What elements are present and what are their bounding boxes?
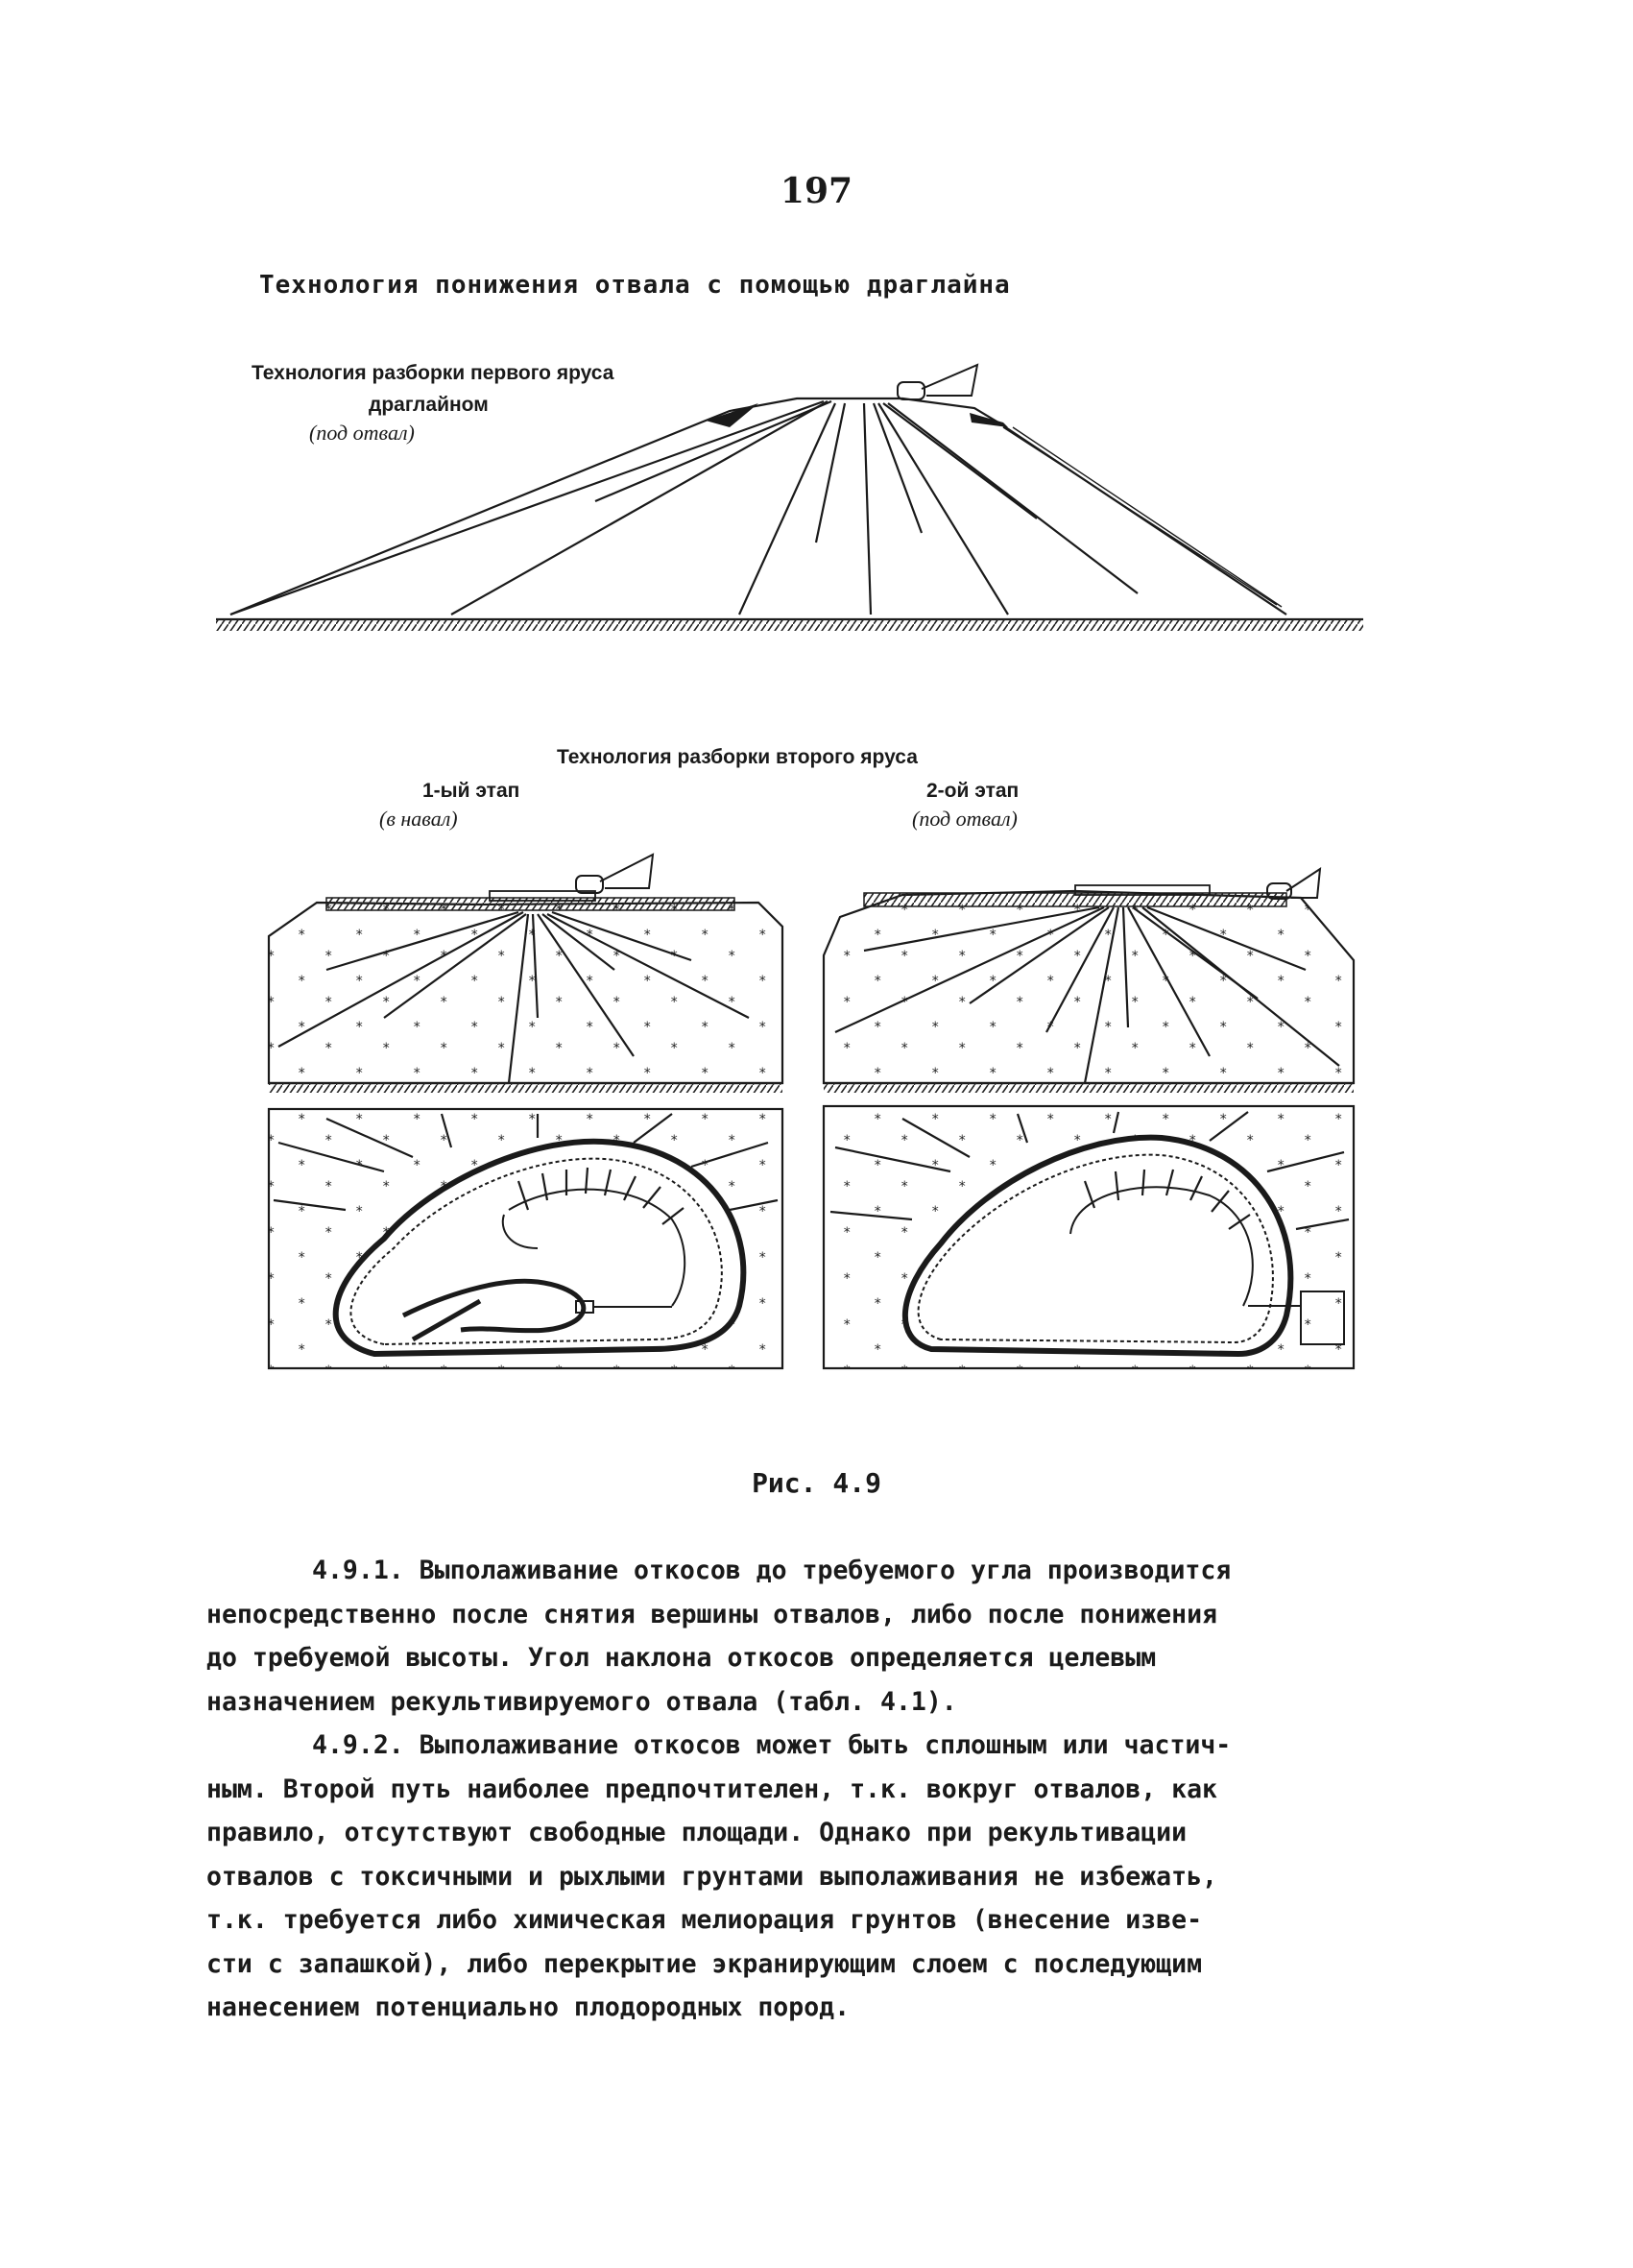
paragraph-2-line-1: 4.9.2. Выполаживание откосов может быть сплошным или частич- (312, 1730, 1232, 1760)
dragline-body (898, 382, 925, 399)
paragraph-2-line-6: сти с запашкой), либо перекрытие экранирующим слоем с последующим (206, 1948, 1203, 1979)
top-label-line2: драглайном (369, 394, 489, 416)
paragraph-1-line-2: непосредственно после снятия вершины отвалов, либо после понижения (206, 1599, 1217, 1629)
figure-caption: Рис. 4.9 (752, 1467, 881, 1499)
figure-title: Технология понижения отвала с помощью драглайна (259, 271, 1011, 300)
paragraph-2-line-5: т.к. требуется либо химическая мелиорация грунтов (внесение изве- (206, 1905, 1203, 1935)
top-label-line3: (под отвал) (309, 421, 415, 445)
stage2-section (824, 869, 1354, 1093)
paragraph-1-line-1: 4.9.1. Выполаживание откосов до требуемого угла производится (312, 1556, 1232, 1585)
stage2-label: 2-ой этап (926, 780, 1020, 802)
paragraph-2-line-2: ным. Второй путь наиболее предпочтителен, т.к. вокруг отвалов, как (206, 1773, 1217, 1804)
dragline-boom (922, 365, 977, 396)
stage2-plan (824, 1106, 1354, 1368)
paragraph-1-line-4: назначением рекультивируемого отвала (табл. 4.1). (206, 1686, 957, 1717)
paragraph-2-line-7: нанесением потенциально плодородных пород. (206, 1992, 851, 2022)
paragraph-2-line-3: правило, отсутствуют свободные площади. Однако при рекультивации (206, 1818, 1188, 1847)
stage1-section (269, 855, 782, 1093)
paragraph-2-line-4: отвалов с токсичными и рыхлыми грунтами выполаживания не избежать, (206, 1861, 1217, 1892)
ground-hatch (216, 619, 1363, 631)
stage1-label: 1-ый этап (422, 780, 520, 802)
stage1-plan (269, 1109, 782, 1368)
body-text (206, 1549, 1445, 2030)
page-number: 197 (780, 171, 853, 211)
stage1-note: (в навал) (379, 807, 458, 831)
stage2-note: (под отвал) (912, 807, 1018, 831)
top-label-line1: Технология разборки первого яруса (252, 362, 614, 384)
second-tier-title: Технология разборки второго яруса (557, 746, 918, 768)
paragraph-1-line-3: до требуемой высоты. Угол наклона откосов определяется целевым (206, 1643, 1157, 1673)
